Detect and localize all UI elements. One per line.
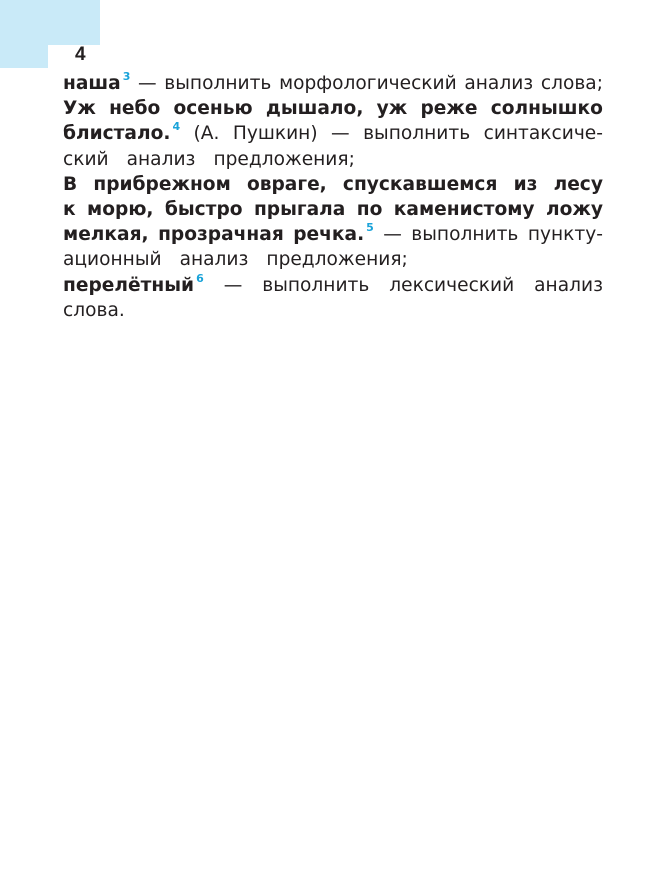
task-3-line-2: к морю, быстро прыгала по каменистому ложу (63, 198, 603, 220)
footnote-marker-4[interactable]: 4 (172, 120, 181, 134)
task-2-line-1: Уж небо осенью дышало, уж реже солнышко (63, 98, 603, 120)
task-4-line-2: слова. (63, 299, 125, 321)
task-4-line-1: перелётный $^6$ — выполнить лексический анализ (63, 271, 603, 296)
task-list (63, 71, 603, 323)
task-1-line-1: наша $^3$ — выполнить морфологический анализ слова; (63, 70, 603, 94)
task-2-line-2: блистало. $^4$ (А. Пушкин) — выполнить синтаксиче- (63, 120, 603, 145)
task-1-term: наша (63, 73, 121, 94)
task-4-term: перелётный (63, 274, 195, 296)
page-number: 4 (75, 44, 86, 65)
task-2-line-3: ский анализ предложения; (63, 148, 355, 170)
task-3-line-3: мелкая, прозрачная речка. $^5$ — выполнить пункту- (63, 221, 603, 246)
footnote-marker-5[interactable]: 5 (366, 221, 374, 235)
task-3-line-4: ационный анализ предложения; (63, 249, 408, 271)
footnote-marker-3[interactable]: 3 (122, 70, 131, 83)
page-corner-notch (48, 45, 100, 68)
task-3-line-1: В прибрежном овраге, спускавшемся из лесу (63, 173, 603, 195)
footnote-marker-6[interactable]: 6 (196, 271, 204, 285)
